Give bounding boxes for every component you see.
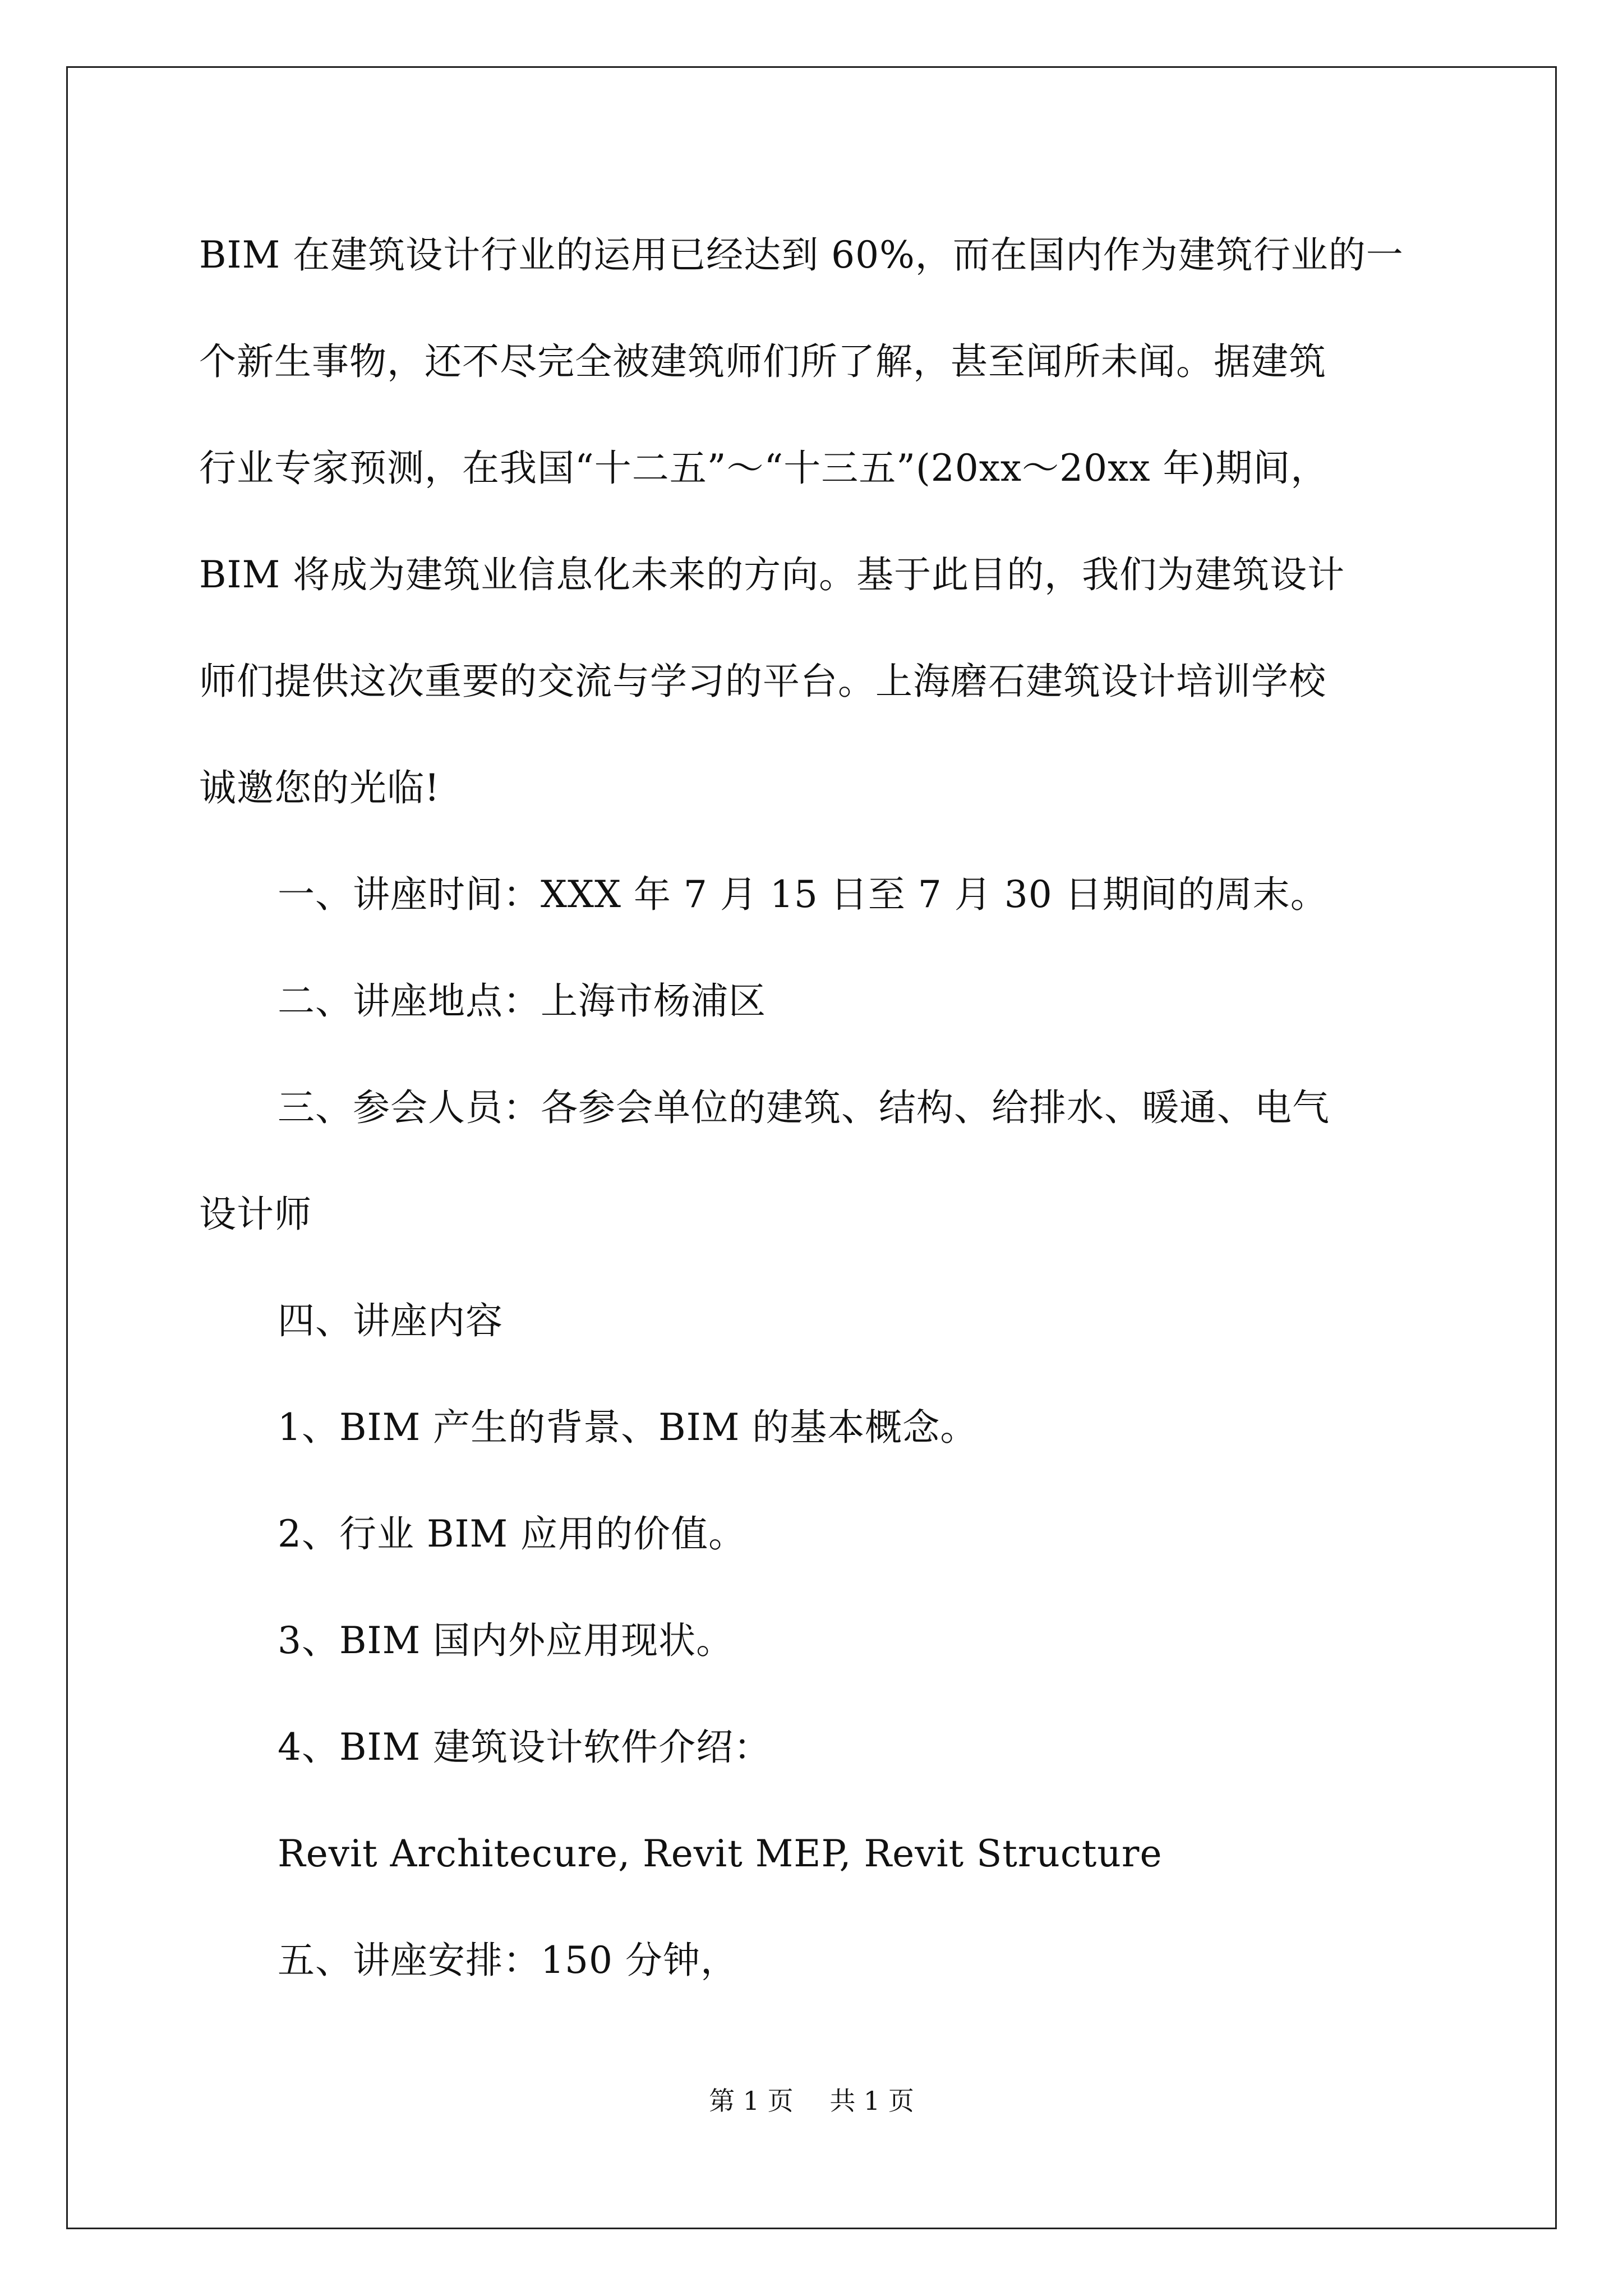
page-total: 共 1 页 [829, 2086, 914, 2116]
attendees-continued: 设计师 [199, 1193, 312, 1236]
page-number: 第 1 页 [709, 2086, 794, 2116]
paragraph-line: 诚邀您的光临! [199, 766, 440, 809]
attendees: 三、参会人员：各参会单位的建筑、结构、给排水、暖通、电气 [278, 1086, 1330, 1129]
page-footer [0, 2084, 1623, 2118]
lecture-time: 一、讲座时间：XXX 年 7 月 15 日至 7 月 30 日期间的周末。 [278, 873, 1328, 916]
paragraph-line: BIM 将成为建筑业信息化未来的方向。基于此目的，我们为建筑设计 [199, 553, 1345, 596]
paragraph-line: BIM 在建筑设计行业的运用已经达到 60%，而在国内作为建筑行业的一 [199, 233, 1404, 277]
document-body [199, 202, 1438, 2014]
paragraph-line: 师们提供这次重要的交流与学习的平台。上海磨石建筑设计培训学校 [199, 660, 1326, 703]
lecture-schedule: 五、讲座安排：150 分钟， [278, 1939, 738, 1982]
list-item: 2、行业 BIM 应用的价值。 [278, 1512, 746, 1556]
software-list: Revit Architecure, Revit MEP, Revit Structure [278, 1832, 1163, 1875]
paragraph-line: 行业专家预测，在我国“十二五”～“十三五”(20xx～20xx 年)期间， [199, 447, 1329, 490]
paragraph-line: 个新生事物，还不尽完全被建筑师们所了解，甚至闻所未闻。据建筑 [199, 340, 1326, 383]
section-heading: 四、讲座内容 [278, 1299, 503, 1342]
list-item: 4、BIM 建筑设计软件介绍： [278, 1726, 772, 1769]
list-item: 3、BIM 国内外应用现状。 [278, 1619, 734, 1662]
lecture-location: 二、讲座地点：上海市杨浦区 [278, 979, 766, 1023]
list-item: 1、BIM 产生的背景、BIM 的基本概念。 [278, 1406, 978, 1449]
